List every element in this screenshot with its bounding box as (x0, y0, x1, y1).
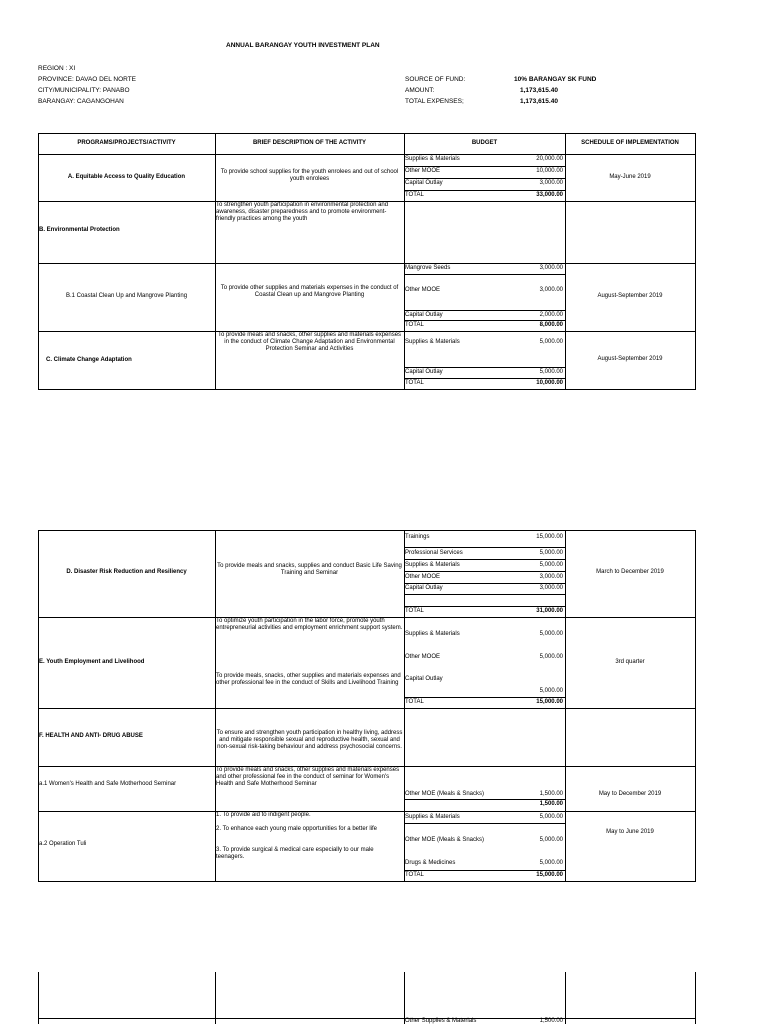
budget-value: 15,000.00 (536, 534, 563, 540)
program-d: D. Disaster Risk Reduction and Resiliency (66, 569, 187, 575)
desc-b1: To provide other supplies and materials expenses in the conduct of Coastal Clean up and Mangrove Planting (220, 285, 399, 298)
desc-e-2: To provide meals, snacks, other supplies and materials expenses and other professional fee in the conduct of Skills and Livelihood Training (216, 673, 401, 686)
budget-value: 5,000.00 (539, 654, 563, 660)
budget-value: 5,000.00 (539, 562, 563, 568)
budget-total-value: 31,000.00 (536, 608, 563, 614)
budget-value: 5,000.00 (539, 814, 563, 820)
program-a: A. Equitable Access to Quality Education (67, 174, 186, 180)
budget-label: Supplies & Materials (405, 814, 460, 820)
program-e: E. Youth Employment and Livelihood (39, 659, 145, 665)
barangay: BARANGAY: CAGANGOHAN (38, 98, 124, 105)
budget-label: Supplies & Materials (405, 156, 460, 162)
budget-label: Capital Outlay (405, 369, 443, 375)
budget-label: Other MOE (Meals & Snacks) (405, 791, 485, 797)
desc-a1: To provide meals and snacks, other supplies and materials expenses and other professional fee in the conduct of seminar for Women's Health and Safe Motherhood Seminar (216, 767, 400, 787)
total-expenses-value: 1,173,615.40 (520, 98, 558, 105)
amount-label: AMOUNT: (405, 87, 435, 94)
schedule-e: 3rd quarter (615, 659, 645, 665)
budget-value: 5,000.00 (539, 631, 563, 637)
budget-label: Professional Services (405, 550, 463, 556)
budget-label: Supplies & Materials (405, 562, 460, 568)
header-description: BRIEF DESCRIPTION OF THE ACTIVITY (252, 140, 367, 146)
amount-value: 1,173,615.40 (520, 87, 558, 94)
region: REGION : XI (38, 65, 76, 72)
budget-value: 2,000.00 (539, 312, 563, 318)
desc-d: To provide meals and snacks, supplies and conduct Basic Life Saving Training and Seminar (217, 563, 402, 576)
budget-label: Capital Outlay (405, 180, 443, 186)
budget-total-value: 8,000.00 (539, 322, 563, 328)
program-f: F. HEALTH AND ANTI- DRUG ABUSE (39, 733, 143, 739)
budget-value: 5,000.00 (539, 688, 563, 694)
schedule-c: August-September 2019 (597, 356, 663, 362)
budget-total-label: TOTAL (405, 608, 424, 614)
city: CITY/MUNICIPALITY: PANABO (38, 87, 130, 94)
desc-f: To ensure and strengthen youth participation in healthy living, address and mitigate responsible sexual and reproductive health, sexual and non-sexual risk-taking behaviour and address psychosocial concerns. (216, 730, 403, 750)
program-c: C. Climate Change Adaptation (46, 357, 132, 363)
desc-a2-1: 1. To provide aid to indigent people. (216, 812, 311, 818)
budget-value: 1,500.00 (539, 1018, 563, 1024)
desc-a2-3: 3. To provide surgical & medical care especially to our male teenagers. (216, 847, 374, 860)
budget-total-label: TOTAL (405, 322, 424, 328)
budget-value: 3,000.00 (539, 585, 563, 591)
total-expenses-label: TOTAL EXPENSES; (405, 98, 464, 105)
header-budget: BUDGET (471, 140, 498, 146)
budget-value: 3,000.00 (539, 265, 563, 271)
budget-label: Other MOOE (405, 654, 441, 660)
schedule-a2: May to June 2019 (606, 829, 654, 835)
budget-total-value: 15,000.00 (536, 872, 563, 878)
budget-value: 5,000.00 (539, 550, 563, 556)
budget-label: Other MOOE (405, 574, 441, 580)
budget-value: 10,000.00 (536, 168, 563, 174)
desc-e-1: To optimize youth participation in the labor force, promote youth entrepreneurial activities and employment enrichment support system. (216, 618, 403, 631)
budget-value: 5,000.00 (539, 837, 563, 843)
budget-total-value: 33,000.00 (536, 192, 563, 198)
desc-a: To provide school supplies for the youth enrolees and out of school youth enrolees (220, 169, 399, 182)
desc-a2-2: 2. To enhance each young male opportunities for a better life (216, 826, 377, 832)
document-title: ANNUAL BARANGAY YOUTH INVESTMENT PLAN (226, 42, 380, 49)
budget-total-label: TOTAL (405, 380, 424, 386)
program-b1: B.1 Coastal Clean Up and Mangrove Planting (65, 293, 188, 299)
budget-label: Mangrove Seeds (405, 265, 451, 271)
budget-value: 5,000.00 (539, 339, 563, 345)
budget-value: 3,000.00 (539, 287, 563, 293)
budget-label: Other Supplies & Materials (405, 1018, 477, 1024)
schedule-a1: May to December 2019 (598, 791, 662, 797)
budget-value: 3,000.00 (539, 180, 563, 186)
program-a1: a.1 Women's Health and Safe Motherhood Seminar (39, 781, 177, 787)
budget-label: Other MOE (Meals & Snacks) (405, 837, 485, 843)
budget-label: Other MOOE (405, 287, 441, 293)
header-programs: PROGRAMS/PROJECTS/ACTIVITY (77, 140, 176, 146)
budget-label: Trainings (405, 534, 430, 540)
budget-label: Capital Outlay (405, 585, 443, 591)
schedule-b1: August-September 2019 (597, 293, 663, 299)
budget-label: Other MOOE (405, 168, 441, 174)
province: PROVINCE: DAVAO DEL NORTE (38, 76, 137, 83)
budget-label: Drugs & Medicines (405, 860, 456, 866)
budget-total-label: TOTAL (405, 872, 424, 878)
budget-total-label: TOTAL (405, 192, 424, 198)
budget-label: Capital Outlay (405, 676, 443, 682)
budget-label: Capital Outlay (405, 312, 443, 318)
budget-value: 5,000.00 (539, 369, 563, 375)
program-b: B. Environmental Protection (39, 227, 120, 233)
schedule-a: May-June 2019 (609, 174, 651, 180)
budget-label: Supplies & Materials (405, 339, 460, 345)
program-a2: a.2 Operation Tuli (39, 841, 87, 847)
budget-value: 20,000.00 (536, 156, 563, 162)
budget-total-label: TOTAL (405, 699, 424, 705)
budget-label: Supplies & Materials (405, 631, 460, 637)
source-of-fund-value: 10% BARANGAY SK FUND (514, 76, 597, 83)
desc-b: To strengthen youth participation in environmental protection and awareness, disaster preparedness and to promote environment-friendly practices among the youth (216, 202, 389, 222)
budget-value: 1,500.00 (539, 791, 563, 797)
budget-value: 5,000.00 (539, 860, 563, 866)
budget-total-value: 15,000.00 (536, 699, 563, 705)
schedule-d: March to December 2019 (596, 569, 664, 575)
budget-value: 3,000.00 (539, 574, 563, 580)
desc-c: To provide meals and snacks, other supplies and materials expenses in the conduct of Climate Change Adaptation and Environmental Protection Seminar and Activities (217, 332, 402, 352)
budget-total-value: 1,500.00 (539, 801, 563, 807)
source-of-fund-label: SOURCE OF FUND: (405, 76, 466, 83)
budget-total-value: 10,000.00 (536, 380, 563, 386)
header-schedule: SCHEDULE OF IMPLEMENTATION (581, 140, 679, 146)
